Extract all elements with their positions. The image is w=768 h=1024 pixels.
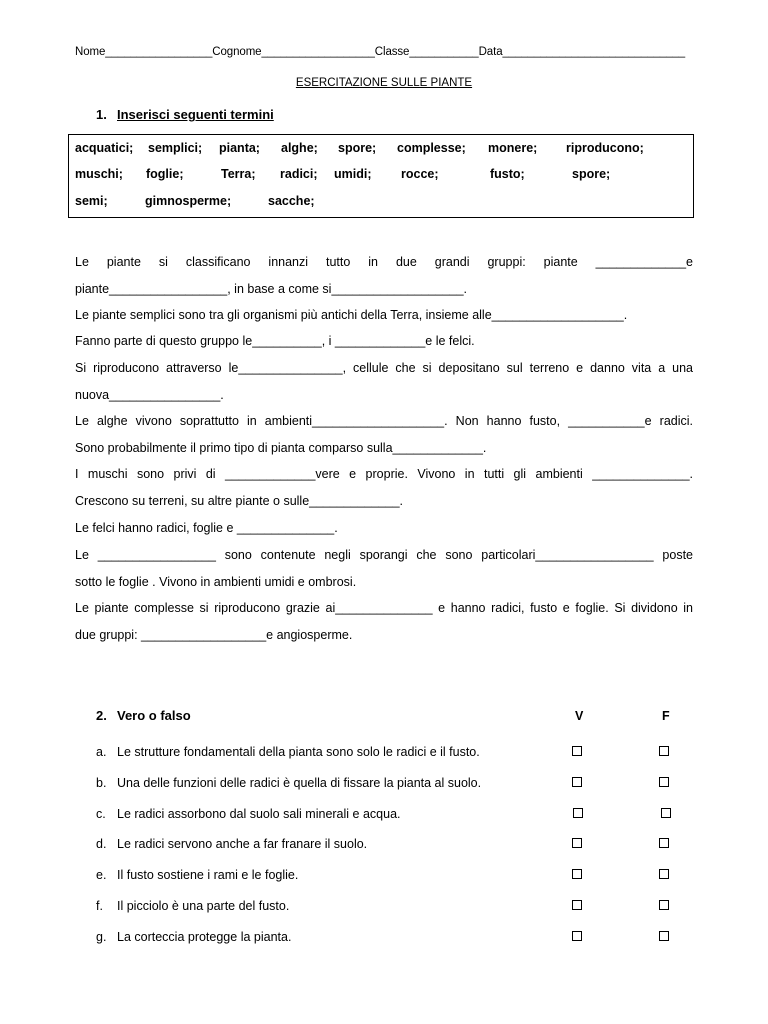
term: spore; xyxy=(572,167,611,181)
statement-text: Le radici servono anche a far franare il suolo. xyxy=(117,837,368,851)
statement-text: La corteccia protegge la pianta. xyxy=(117,930,292,944)
term: umidi; xyxy=(334,167,372,181)
text-line: Le piante si classificano innanzi tutto in due grandi gruppi: piante _____________e xyxy=(75,255,693,269)
section2-number: 2. xyxy=(96,708,107,723)
text-line: Le alghe vivono soprattutto in ambienti___________________. Non hanno fusto, ___________e radici. xyxy=(75,414,693,428)
term: Terra; xyxy=(221,167,256,181)
false-column-header: F xyxy=(662,709,670,723)
statement-letter: d. xyxy=(96,837,107,851)
term: fusto; xyxy=(490,167,525,181)
text-line: sotto le foglie . Vivono in ambienti umidi e ombrosi. xyxy=(75,575,357,589)
text-line: Sono probabilmente il primo tipo di pianta comparso sulla_____________. xyxy=(75,441,487,455)
true-checkbox[interactable] xyxy=(572,931,582,941)
term: complesse; xyxy=(397,141,466,155)
text-line: due gruppi: __________________e angiosperme. xyxy=(75,628,353,642)
true-checkbox[interactable] xyxy=(572,838,582,848)
term: muschi; xyxy=(75,167,123,181)
true-checkbox[interactable] xyxy=(572,746,582,756)
text-line: Crescono su terreni, su altre piante o sulle_____________. xyxy=(75,494,403,508)
statement-letter: g. xyxy=(96,930,107,944)
text-line: Fanno parte di questo gruppo le__________, i _____________e le felci. xyxy=(75,334,475,348)
term: foglie; xyxy=(146,167,184,181)
section2-heading xyxy=(96,708,191,723)
text-line: Le piante semplici sono tra gli organismi più antichi della Terra, insieme alle___________________. xyxy=(75,308,628,322)
text-line: nuova________________. xyxy=(75,388,224,402)
term: riproducono; xyxy=(566,141,644,155)
statement-letter: e. xyxy=(96,868,107,882)
term: rocce; xyxy=(401,167,439,181)
terms-box xyxy=(68,134,694,218)
true-false-row xyxy=(0,776,768,794)
true-column-header: V xyxy=(575,709,584,723)
term: sacche; xyxy=(268,194,315,208)
text-line: piante_________________, in base a come si___________________. xyxy=(75,282,468,296)
false-checkbox[interactable] xyxy=(659,777,669,787)
false-checkbox[interactable] xyxy=(659,900,669,910)
term: semplici; xyxy=(148,141,203,155)
statement-letter: a. xyxy=(96,745,107,759)
statement-text: Il fusto sostiene i rami e le foglie. xyxy=(117,868,299,882)
term: pianta; xyxy=(219,141,260,155)
term: gimnosperme; xyxy=(145,194,232,208)
term: acquatici; xyxy=(75,141,134,155)
page-title: ESERCITAZIONE SULLE PIANTE xyxy=(295,77,473,89)
text-line: Le piante complesse si riproducono grazie ai______________ e hanno radici, fusto e foglie. Si dividono in xyxy=(75,601,693,615)
text-line: Le felci hanno radici, foglie e ______________. xyxy=(75,521,338,535)
statement-letter: f. xyxy=(96,899,103,913)
student-info-line: Nome_________________Cognome__________________Classe___________Data_____________________________ xyxy=(75,46,686,58)
true-false-row xyxy=(0,807,768,825)
statement-text: Le strutture fondamentali della pianta sono solo le radici e il fusto. xyxy=(117,745,480,759)
true-checkbox[interactable] xyxy=(572,777,582,787)
statement-letter: c. xyxy=(96,807,106,821)
false-checkbox[interactable] xyxy=(659,838,669,848)
statement-text: Il picciolo è una parte del fusto. xyxy=(117,899,290,913)
true-checkbox[interactable] xyxy=(572,869,582,879)
true-false-row xyxy=(0,745,768,763)
text-line: Si riproducono attraverso le_______________, cellule che si depositano sul terreno e danno vita a una xyxy=(75,361,693,375)
term: semi; xyxy=(75,194,108,208)
term: alghe; xyxy=(281,141,318,155)
true-false-row xyxy=(0,837,768,855)
section1-number: 1. xyxy=(96,107,107,122)
false-checkbox[interactable] xyxy=(661,808,671,818)
false-checkbox[interactable] xyxy=(659,869,669,879)
section1-title: Inserisci seguenti termini xyxy=(117,107,274,122)
term: monere; xyxy=(488,141,538,155)
text-line: Le _________________ sono contenute negli sporangi che sono particolari_________________ poste xyxy=(75,548,693,562)
statement-text: Una delle funzioni delle radici è quella di fissare la pianta al suolo. xyxy=(117,776,482,790)
section2-title: Vero o falso xyxy=(117,708,191,723)
true-checkbox[interactable] xyxy=(573,808,583,818)
statement-text: Le radici assorbono dal suolo sali minerali e acqua. xyxy=(117,807,401,821)
true-false-row xyxy=(0,868,768,886)
term: spore; xyxy=(338,141,377,155)
section1-heading xyxy=(96,107,274,122)
text-line: I muschi sono privi di _____________vere e proprie. Vivono in tutti gli ambienti ______________. xyxy=(75,467,693,481)
true-false-row xyxy=(0,899,768,917)
term: radici; xyxy=(280,167,318,181)
statement-letter: b. xyxy=(96,776,107,790)
false-checkbox[interactable] xyxy=(659,931,669,941)
true-checkbox[interactable] xyxy=(572,900,582,910)
true-false-row xyxy=(0,930,768,948)
false-checkbox[interactable] xyxy=(659,746,669,756)
